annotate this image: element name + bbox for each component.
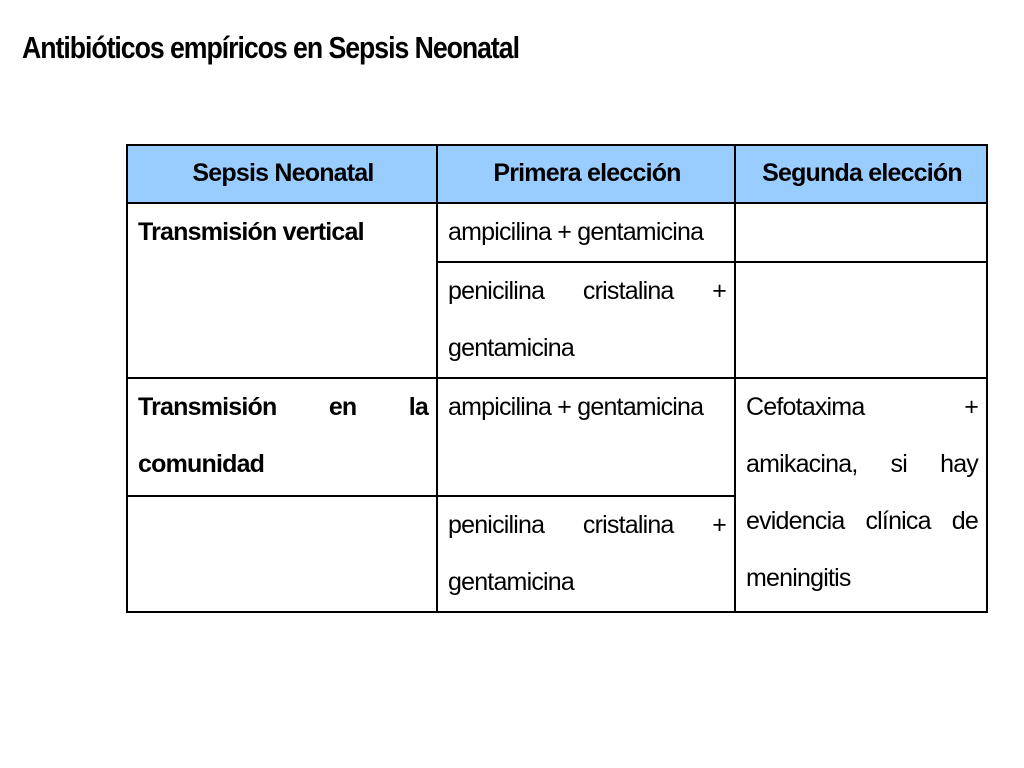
page-title: Antibióticos empíricos en Sepsis Neonatal <box>22 30 519 65</box>
column-header-second-choice: Segunda elección <box>735 145 987 203</box>
second-choice-cell-empty <box>735 203 987 262</box>
antibiotics-table <box>126 144 988 613</box>
second-choice-cell-empty <box>735 262 987 378</box>
first-choice-cell: ampicilina + gentamicina <box>437 203 735 262</box>
table-row <box>127 203 987 262</box>
column-header-sepsis: Sepsis Neonatal <box>127 145 437 203</box>
first-choice-cell: penicilina cristalina + gentamicina <box>437 496 735 612</box>
row-label-empty <box>127 496 437 612</box>
table-header-row <box>127 145 987 203</box>
second-choice-cell: Cefotaxima + amikacina, si hay evidencia clínica de meningitis <box>735 378 987 612</box>
row-label-vertical: Transmisión vertical <box>127 203 437 378</box>
first-choice-cell: ampicilina + gentamicina <box>437 378 735 496</box>
column-header-first-choice: Primera elección <box>437 145 735 203</box>
row-label-comunidad: Transmisión en la comunidad <box>127 378 437 496</box>
table-row <box>127 378 987 496</box>
first-choice-cell: penicilina cristalina + gentamicina <box>437 262 735 378</box>
